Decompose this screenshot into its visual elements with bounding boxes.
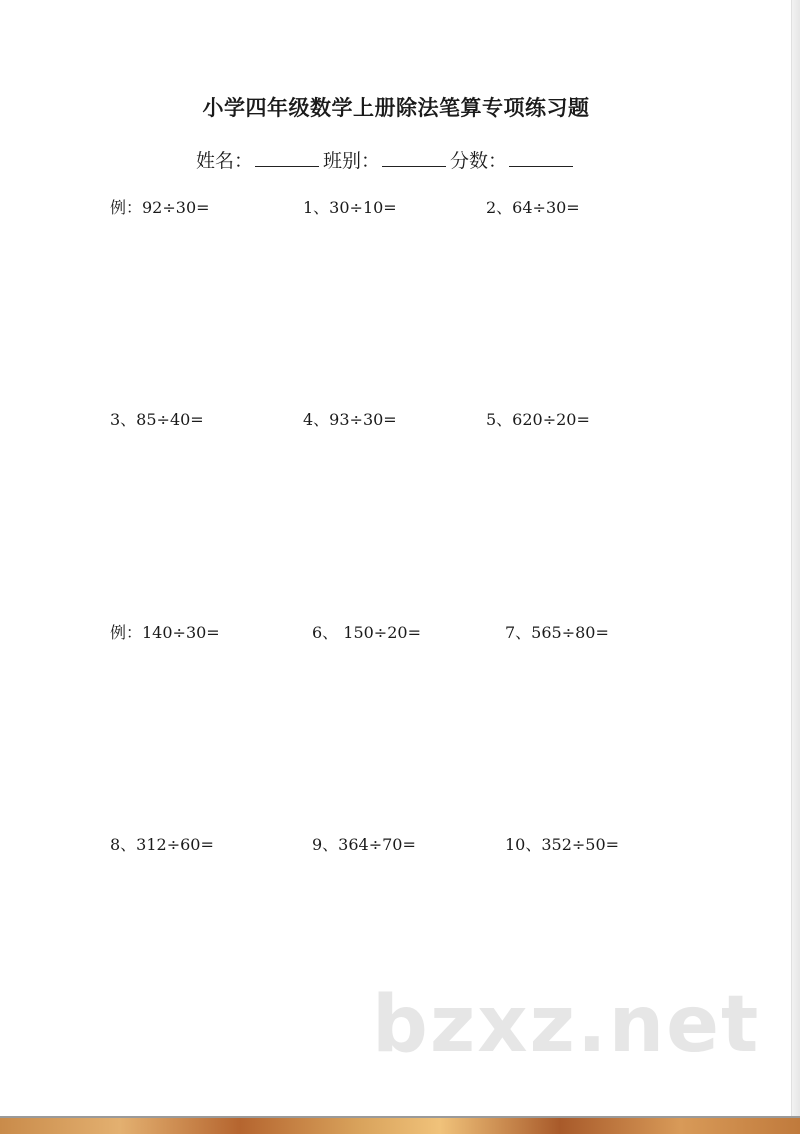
problem-4: 4、93÷30= [303, 410, 397, 429]
problem-1: 1、30÷10= [303, 198, 397, 217]
example-problem-1: 例：92÷30= [110, 198, 210, 217]
site-watermark: bzxz.net [372, 980, 761, 1070]
problem-3: 3、85÷40= [110, 410, 204, 429]
problem-8: 8、312÷60= [110, 835, 214, 854]
problem-5: 5、620÷20= [486, 410, 590, 429]
background-strip [0, 1118, 800, 1134]
problem-7: 7、565÷80= [505, 623, 609, 642]
page-edge [791, 0, 800, 1118]
name-blank[interactable] [255, 148, 319, 167]
example-problem-2: 例：140÷30= [110, 623, 220, 642]
class-blank[interactable] [382, 148, 446, 167]
problem-6: 6、 150÷20= [312, 623, 421, 642]
score-blank[interactable] [509, 148, 573, 167]
problem-9: 9、364÷70= [312, 835, 416, 854]
problem-2: 2、64÷30= [486, 198, 580, 217]
name-label: 姓名： [196, 150, 254, 172]
page-title: 小学四年级数学上册除法笔算专项练习题 [202, 96, 590, 120]
class-label: 班别： [323, 150, 381, 172]
student-info-line [196, 146, 577, 173]
score-label: 分数： [450, 150, 508, 172]
problem-10: 10、352÷50= [505, 835, 620, 854]
